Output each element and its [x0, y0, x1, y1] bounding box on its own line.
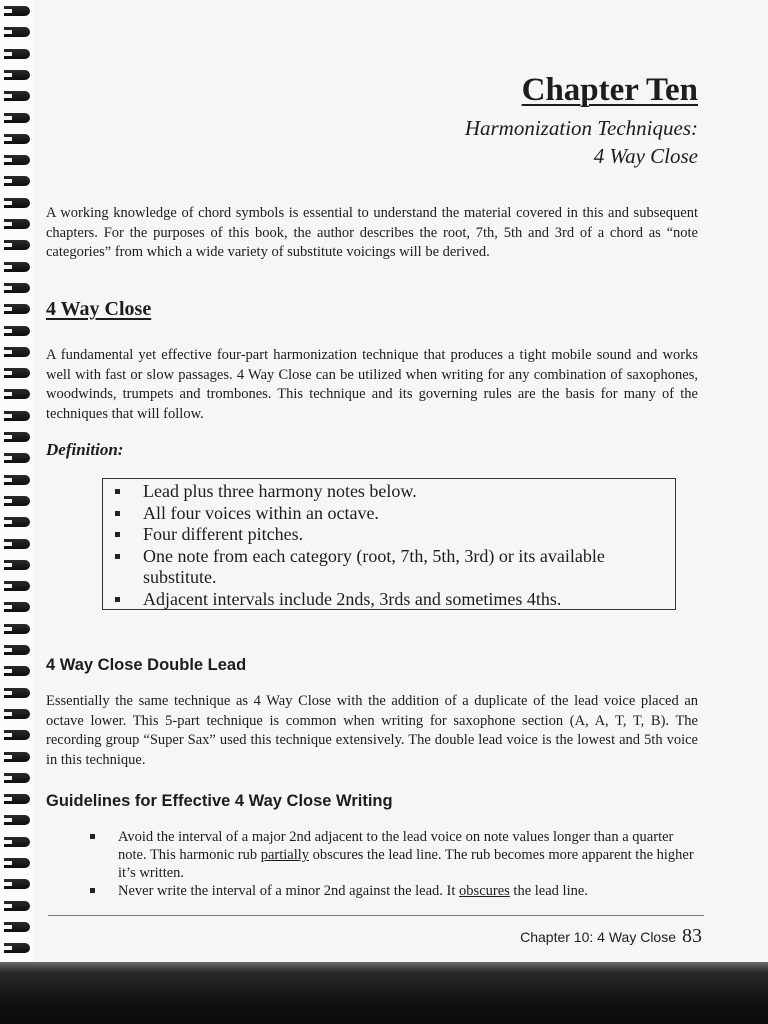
chapter-title: Chapter Ten	[521, 72, 698, 108]
definition-item	[115, 524, 675, 546]
definition-item-text: Four different pitches.	[143, 524, 304, 544]
binding-coil	[4, 283, 30, 293]
book-page	[34, 0, 768, 962]
guidelines-list	[84, 828, 704, 900]
binding-coil	[4, 879, 30, 889]
bullet-icon	[115, 597, 120, 602]
definition-item	[115, 481, 675, 503]
binding-coil	[4, 262, 30, 272]
binding-coil	[4, 326, 30, 336]
intro-paragraph: A working knowledge of chord symbols is essential to understand the material covered in this and subsequent chapters. For the purposes of this book, the author describes the root, 7th, 5th and 3rd of a chord as “note categories” from which a wide variety of substitute voicings will be derived.	[46, 205, 698, 260]
double-lead-paragraph: Essentially the same technique as 4 Way Close with the addition of a duplicate of the lead voice placed an octave lower. This 5-part technique is common when writing for saxophone section (A, A, T, T, B). The recording group “Super Sax” used this technique extensively. The double lead voice is the lowest and 5th voice in this technique.	[46, 693, 698, 768]
binding-coil	[4, 602, 30, 612]
binding-coil	[4, 709, 30, 719]
binding-coil	[4, 815, 30, 825]
binding-coil	[4, 858, 30, 868]
binding-coil	[4, 91, 30, 101]
guideline-underlined-word: partially	[260, 847, 310, 863]
bullet-icon	[115, 489, 120, 494]
bottom-shadow	[0, 962, 768, 1024]
chapter-subtitle-line2: 4 Way Close	[593, 144, 698, 168]
page-footer	[520, 925, 702, 948]
bullet-icon	[115, 554, 120, 559]
section-paragraph-4-way-close: A fundamental yet effective four-part harmonization technique that produces a tight mobile sound and works well with fast or slow passages. 4 Way Close can be utilized when writing for any combination of saxophones, woodwinds, trumpets and trombones. This technique and its governing rules are the basis for many of the techniques that will follow.	[46, 347, 698, 422]
definition-label: Definition:	[46, 440, 124, 459]
bullet-icon	[90, 834, 95, 839]
guideline-text-after: the lead line.	[509, 883, 588, 899]
binding-coil	[4, 432, 30, 442]
definition-item	[115, 503, 675, 525]
definition-item-text: One note from each category (root, 7th, 5th, 3rd) or its available substitute.	[143, 545, 605, 587]
binding-coil	[4, 475, 30, 485]
page-number: 83	[682, 925, 702, 947]
guideline-item	[84, 828, 704, 882]
guideline-text-after: obscures the lead line. The rub becomes more apparent the higher it’s written.	[118, 847, 694, 881]
guideline-text-before: Avoid the interval of a major 2nd adjacent to the lead voice on note values longer than a quarter note. This harmonic rub	[118, 829, 674, 863]
binding-coil	[4, 624, 30, 634]
binding-coil	[4, 155, 30, 165]
binding-coil	[4, 411, 30, 421]
binding-coil	[4, 453, 30, 463]
binding-coil	[4, 773, 30, 783]
binding-coil	[4, 304, 30, 314]
binding-coil	[4, 794, 30, 804]
binding-coil	[4, 666, 30, 676]
binding-coil	[4, 730, 30, 740]
chapter-subtitle-line1: Harmonization Techniques:	[464, 116, 698, 140]
binding-coil	[4, 27, 30, 37]
binding-coil	[4, 6, 30, 16]
definition-item	[115, 589, 675, 611]
footer-rule	[48, 915, 704, 916]
binding-coil	[4, 134, 30, 144]
binding-coil	[4, 219, 30, 229]
binding-coil	[4, 240, 30, 250]
binding-coil	[4, 517, 30, 527]
binding-coil	[4, 539, 30, 549]
guidelines-heading: Guidelines for Effective 4 Way Close Writing	[46, 792, 393, 810]
definition-box	[102, 478, 676, 610]
binding-coil	[4, 752, 30, 762]
binding-coil	[4, 943, 30, 953]
double-lead-heading: 4 Way Close Double Lead	[46, 656, 247, 674]
binding-coil	[4, 581, 30, 591]
binding-coil	[4, 198, 30, 208]
binding-coil	[4, 176, 30, 186]
binding-coil	[4, 496, 30, 506]
binding-coil	[4, 389, 30, 399]
binding-coil	[4, 901, 30, 911]
binding-coil	[4, 688, 30, 698]
definition-item-text: Lead plus three harmony notes below.	[143, 481, 417, 501]
binding-coil	[4, 347, 30, 357]
binding-coil	[4, 113, 30, 123]
spiral-binding	[0, 0, 34, 962]
bullet-icon	[115, 532, 120, 537]
binding-coil	[4, 922, 30, 932]
binding-coil	[4, 49, 30, 59]
definition-item	[115, 546, 675, 589]
guideline-underlined-word: obscures	[459, 883, 510, 899]
binding-coil	[4, 368, 30, 378]
guideline-text-before: Never write the interval of a minor 2nd against the lead. It	[118, 883, 460, 899]
definition-item-text: Adjacent intervals include 2nds, 3rds and sometimes 4ths.	[143, 588, 562, 609]
binding-coil	[4, 645, 30, 655]
definition-list	[103, 479, 675, 610]
bullet-icon	[90, 888, 95, 893]
guideline-item	[84, 882, 704, 900]
binding-coil	[4, 70, 30, 80]
binding-coil	[4, 560, 30, 570]
section-heading-4-way-close: 4 Way Close	[46, 298, 152, 320]
footer-running-title: Chapter 10: 4 Way Close	[520, 929, 676, 945]
binding-coil	[4, 837, 30, 847]
bullet-icon	[115, 511, 120, 516]
definition-item-text: All four voices within an octave.	[143, 502, 379, 523]
